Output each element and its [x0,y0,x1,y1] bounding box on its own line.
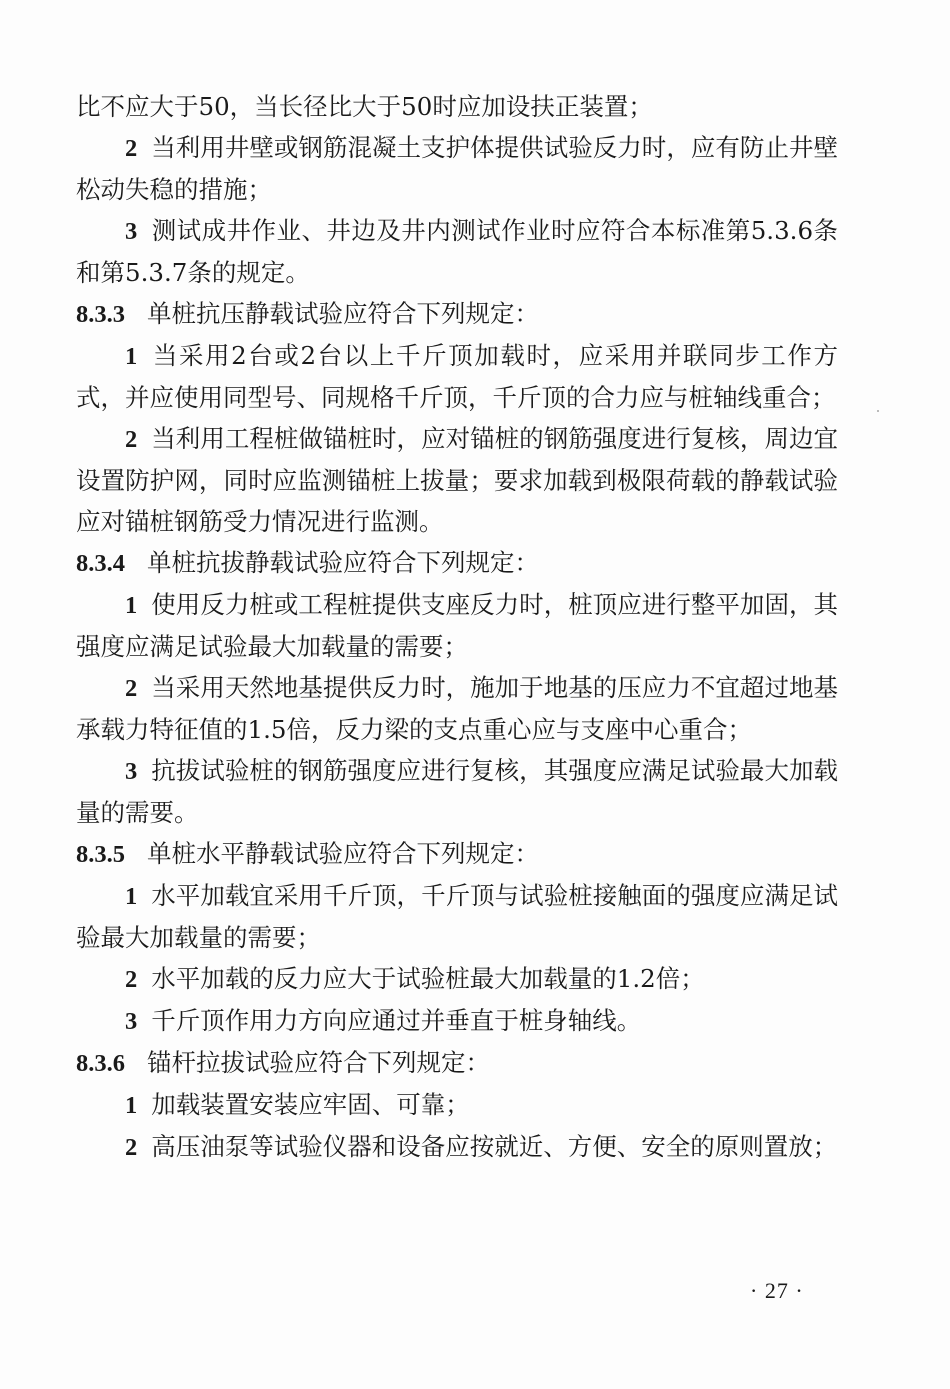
item-number: 2 [125,426,138,453]
item-number: 2 [125,675,138,702]
item-text: 水平加载的反力应大于试验桩最大加载量的1.2倍； [151,964,705,993]
item-text: 当采用天然地基提供反力时，施加于地基的压应力不宜超过地基承载力特征值的1.5倍，反力梁的支点重心应与支座中心重合； [76,673,838,744]
clause-heading [76,1042,838,1084]
item-text: 加载装置安装应牢固、可靠； [151,1090,470,1119]
item-number: 1 [125,883,138,910]
page-number: · 27 · [750,1278,804,1303]
item-number: 3 [125,218,138,245]
list-item [76,584,838,667]
paragraph-text: 比不应大于50，当长径比大于50时应加设扶正装置； [76,92,653,121]
clause-text: 单桩抗压静载试验应符合下列规定： [147,299,539,328]
list-item [76,210,838,293]
item-text: 使用反力桩或工程桩提供支座反力时，桩顶应进行整平加固，其强度应满足试验最大加载量的需要； [76,590,838,661]
list-item [76,1084,838,1126]
clause-number: 8.3.3 [76,301,125,328]
list-item [76,750,838,833]
item-number: 3 [125,1008,138,1035]
clause-text: 锚杆拉拔试验应符合下列规定： [147,1048,490,1077]
item-number: 2 [125,1134,138,1161]
item-text: 当利用井壁或钢筋混凝土支护体提供试验反力时，应有防止井壁松动失稳的措施； [76,133,838,204]
list-item [76,418,838,542]
item-number: 3 [125,758,138,785]
item-text: 抗拔试验桩的钢筋强度应进行复核，其强度应满足试验最大加载量的需要。 [76,756,838,827]
paragraph-continuation [76,86,838,127]
body-text [76,86,838,1168]
list-item [76,1000,838,1042]
item-number: 1 [125,1092,138,1119]
item-text: 千斤顶作用力方向应通过并垂直于桩身轴线。 [151,1006,642,1035]
list-item [76,335,838,418]
item-text: 高压油泵等试验仪器和设备应按就近、方便、安全的原则置放； [151,1132,838,1161]
clause-text: 单桩水平静载试验应符合下列规定： [147,839,539,868]
clause-text: 单桩抗拔静载试验应符合下列规定： [147,548,539,577]
item-number: 1 [125,592,138,619]
item-text: 测试成井作业、井边及井内测试作业时应符合本标准第5.3.6条和第5.3.7条的规定。 [76,216,838,287]
clause-number: 8.3.4 [76,550,125,577]
list-item [76,958,838,1000]
clause-heading [76,542,838,584]
clause-heading [76,293,838,335]
clause-number: 8.3.6 [76,1050,125,1077]
list-item [76,1126,838,1168]
clause-heading [76,833,838,875]
list-item [76,875,838,958]
scan-speck [877,410,879,412]
item-text: 当采用2台或2台以上千斤顶加载时，应采用并联同步工作方式，并应使用同型号、同规格千斤顶，千斤顶的合力应与桩轴线重合； [76,341,838,412]
item-text: 水平加载宜采用千斤顶，千斤顶与试验桩接触面的强度应满足试验最大加载量的需要； [76,881,838,952]
item-number: 2 [125,966,138,993]
item-number: 2 [125,135,138,162]
item-number: 1 [125,343,138,370]
list-item [76,667,838,750]
clause-number: 8.3.5 [76,841,125,868]
list-item [76,127,838,210]
item-text: 当利用工程桩做锚桩时，应对锚桩的钢筋强度进行复核，周边宜设置防护网，同时应监测锚桩上拔量；要求加载到极限荷载的静载试验应对锚桩钢筋受力情况进行监测。 [76,424,838,536]
